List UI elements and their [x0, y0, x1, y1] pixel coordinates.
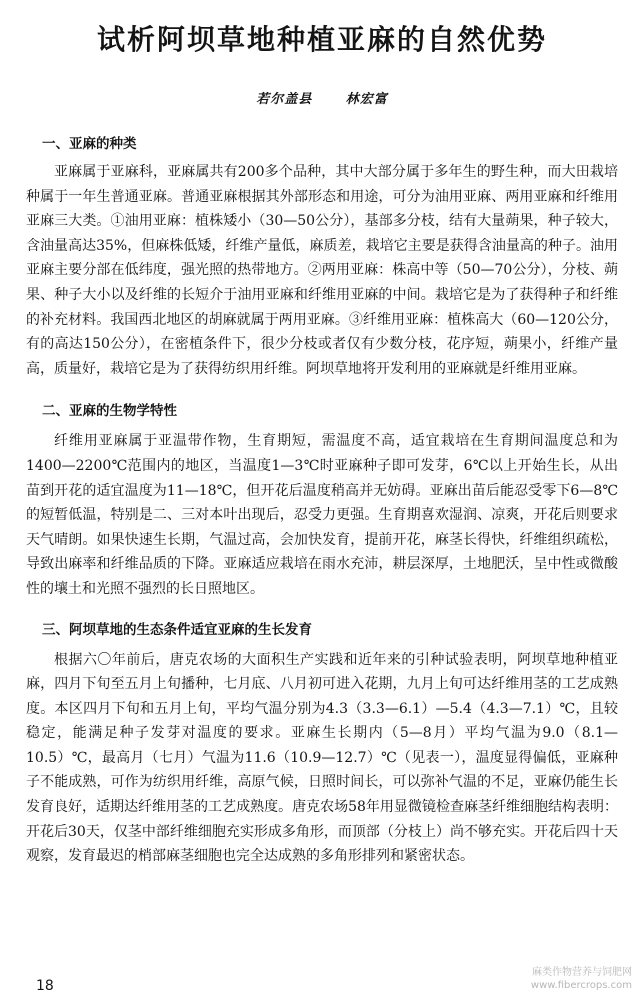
- page-number: 18: [36, 978, 54, 994]
- article-title: 试析阿坝草地种植亚麻的自然优势: [96, 23, 547, 56]
- author-name: 林宏富: [345, 92, 388, 107]
- watermark: [531, 966, 632, 992]
- section-paragraph-2: 纤维用亚麻属于亚温带作物，生育期短，需温度不高，适宜栽培在生育期间温度总和为1400—2200℃范围内的地区，当温度1—3℃时亚麻种子即可发芽，6℃以上开始生长，从出苗到开花的适宜温度为11—18℃，但开花后温度稍高并无妨碍。亚麻出苗后能忍受零下6—8℃的短暂低温，特别是二、三对本叶出现后，忍受力更强。生育期喜欢湿润、凉爽，开花后则要求天气晴朗。如果快速生长期，气温过高，会加快发育，提前开花，麻茎长得快，纤维组织疏松，导致出麻率和纤维品质的下降。亚麻适应栽培在雨水充沛，耕层深厚，土地肥沃，呈中性或微酸性的壤土和光照不强烈的长日照地区。: [26, 433, 618, 597]
- section-heading-1: 一、亚麻的种类: [42, 136, 137, 152]
- watermark-line-2: www.fibercrops.com: [530, 980, 632, 991]
- section-heading-2: 二、亚麻的生物学特性: [42, 403, 177, 420]
- section-paragraph-3: 根据六〇年前后，唐克农场的大面积生产实践和近年来的引种试验表明，阿坝草地种植亚麻，四月下旬至五月上旬播种，七月底、八月初可进入花期，九月上旬可达纤维用茎的工艺成熟度。本区四月下旬和五月上旬，平均气温分别为4.3（3.3—6.1）—5.4（4.3—7.1）℃，且较稳定，能满足种子发芽对温度的要求。亚麻生长期内（5—8月）平均气温为9.0（8.1—10.5）℃，最高月（七月）气温为11.6（10.9—12.7）℃（见表一），温度显得偏低，亚麻种子不能成熟，可作为纺织用纤维，高原气候，日照时间长，可以弥补气温的不足，亚麻仍能生长发育良好，适期达纤维用茎的工艺成熟度。唐克农场58年用显微镜检查麻茎纤维细胞结构表明：开花后30天，仅茎中部纤维细胞充实形成多角形，而顶部（分枝上）尚不够充实。开花后四十天观察，发育最迟的梢部麻茎细胞也完全达成熟的多角形排列和紧密状态。: [26, 651, 618, 865]
- section-heading-3: 三、阿坝草地的生态条件适宜亚麻的生长发育: [42, 621, 312, 638]
- section-paragraph-1: 亚麻属于亚麻科，亚麻属共有200多个品种，其中大部分属于多年生的野生种，而大田栽培种属于一年生普通亚麻。普通亚麻根据其外部形态和用途，可分为油用亚麻、两用亚麻和纤维用亚麻三大类。①油用亚麻：植株矮小（30—50公分），基部多分枝，结有大量蒴果，种子较大，含油量高达35%，但麻株低矮，纤维产量低，麻质差，栽培它主要是获得含油量高的种子。油用亚麻主要分部在低纬度，强光照的热带地方。②两用亚麻：株高中等（50—70公分），分枝、蒴果、种子大小以及纤维的长短介于油用亚麻和纤维用亚麻的中间。栽培它是为了获得种子和纤维的补充材料。我国西北地区的胡麻就属于两用亚麻。③纤维用亚麻：植株高大（60—120公分，有的高达150公分），在密植条件下，很少分枝或者仅有少数分枝，花序短，蒴果小，纤维产量高，质量好，栽培它是为了获得纺织用纤维。阿坝草地将开发利用的亚麻就是纤维用亚麻。: [26, 164, 618, 377]
- author-line: [26, 90, 618, 110]
- author-county: 若尔盖县: [256, 92, 313, 107]
- watermark-line-1: 麻类作物营养与饲肥网: [532, 967, 632, 978]
